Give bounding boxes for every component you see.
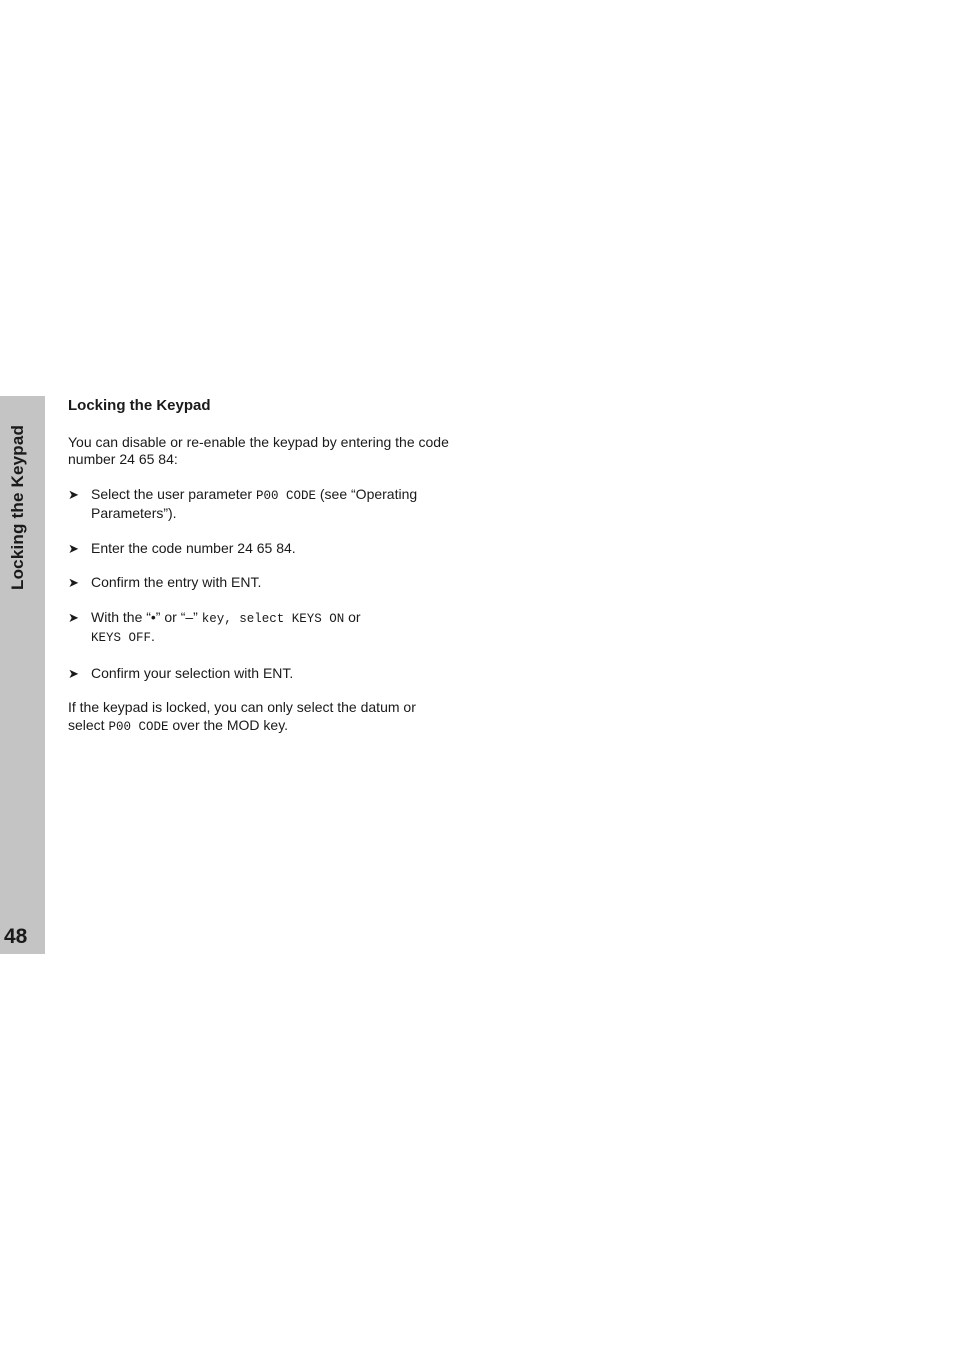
step-text: (see “Operating Parameters”). [91,485,418,521]
step-confirm-entry [68,574,468,592]
step-text: With the “•” or “–” [91,608,202,625]
arrow-bullet-icon: ➤ [68,540,79,556]
step-select-keys [68,609,468,648]
keys-off-code: KEYS OFF [91,631,152,645]
arrow-bullet-icon: ➤ [68,575,79,590]
main-content [68,397,468,753]
page-number: 48 [4,925,28,948]
step-text: Enter the code number 24 65 84. [91,539,296,556]
parameter-code: P00 CODE [255,488,316,503]
side-tab-title: Locking the Keypad [8,424,27,590]
step-text: Confirm the entry with ENT. [91,574,262,590]
step-text: Confirm your selection with ENT. [91,664,294,681]
intro-paragraph: You can disable or re-enable the keypad by entering the code number 24 65 84: [68,433,449,467]
arrow-bullet-icon: ➤ [68,609,79,625]
step-select-parameter [68,486,468,523]
outro-text: If the keypad is locked, you can only select the datum or select [68,699,416,733]
step-enter-code [68,540,468,558]
keys-on-code: key, select KEYS ON [201,611,345,626]
step-text: Select the user parameter [91,485,256,502]
arrow-bullet-icon: ➤ [68,486,79,502]
outro-text: over the MOD key. [168,716,289,733]
arrow-bullet-icon: ➤ [68,665,79,681]
step-text: . [151,628,155,644]
outro-paragraph [68,699,468,736]
step-text: or [344,608,361,625]
parameter-code: P00 CODE [108,719,169,734]
step-confirm-selection [68,665,468,683]
section-heading: Locking the Keypad [68,397,211,414]
